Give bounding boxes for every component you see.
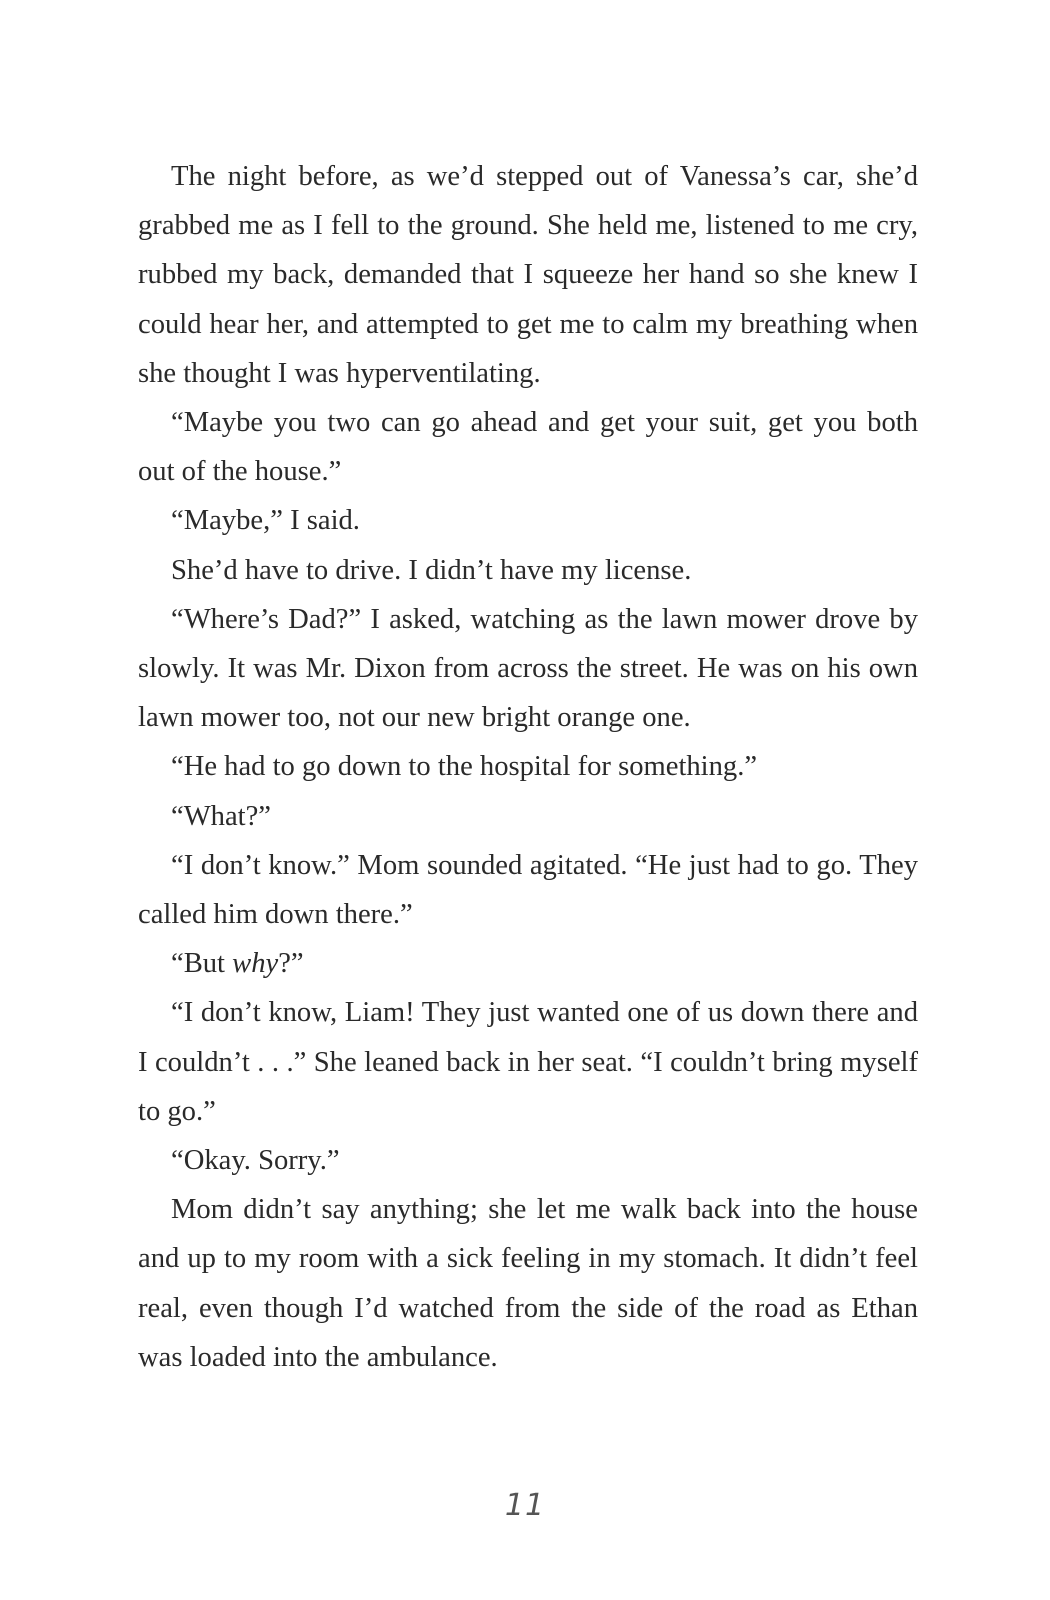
page-number: 11 [504,1488,546,1523]
paragraph: “Where’s Dad?” I asked, watching as the lawn mower drove by slowly. It was Mr. Dixon from across the street. He was on his own lawn mower too, not our new bright orange one. [138,603,918,734]
paragraph: “Okay. Sorry.” [171,1145,340,1177]
but-why-before: “But [171,948,233,980]
paragraph: “Maybe,” I said. [171,505,360,537]
paragraph: Mom didn’t say anything; she let me walk back into the house and up to my room with a sick feeling in my stomach. It didn’t feel real, even though I’d watched from the side of the road as Ethan was loaded into the ambulance. [138,1194,918,1373]
but-why-after: ?” [278,948,304,980]
paragraph: “I don’t know, Liam! They just wanted one of us down there and I couldn’t . . .” She leaned back in her seat. “I couldn’t bring myself to go.” [138,997,918,1127]
body-text [138,152,918,1382]
paragraph-but-why [138,939,918,988]
paragraph: “He had to go down to the hospital for something.” [171,751,758,783]
paragraph: She’d have to drive. I didn’t have my license. [171,554,692,586]
paragraph: “What?” [171,800,271,832]
but-why-emphasis: why [232,948,279,980]
paragraph: The night before, as we’d stepped out of Vanessa’s car, she’d grabbed me as I fell to the ground. She held me, listened to me cry, rubbed my back, demanded that I squeeze her hand so she knew I could hear her, and attempted to get me to calm my breathing when she thought I was hyperventilating. [138,161,918,389]
paragraph: “I don’t know.” Mom sounded agitated. “He just had to go. They called him down there.” [138,849,918,931]
paragraph: “Maybe you two can go ahead and get your suit, get you both out of the house.” [138,407,918,488]
